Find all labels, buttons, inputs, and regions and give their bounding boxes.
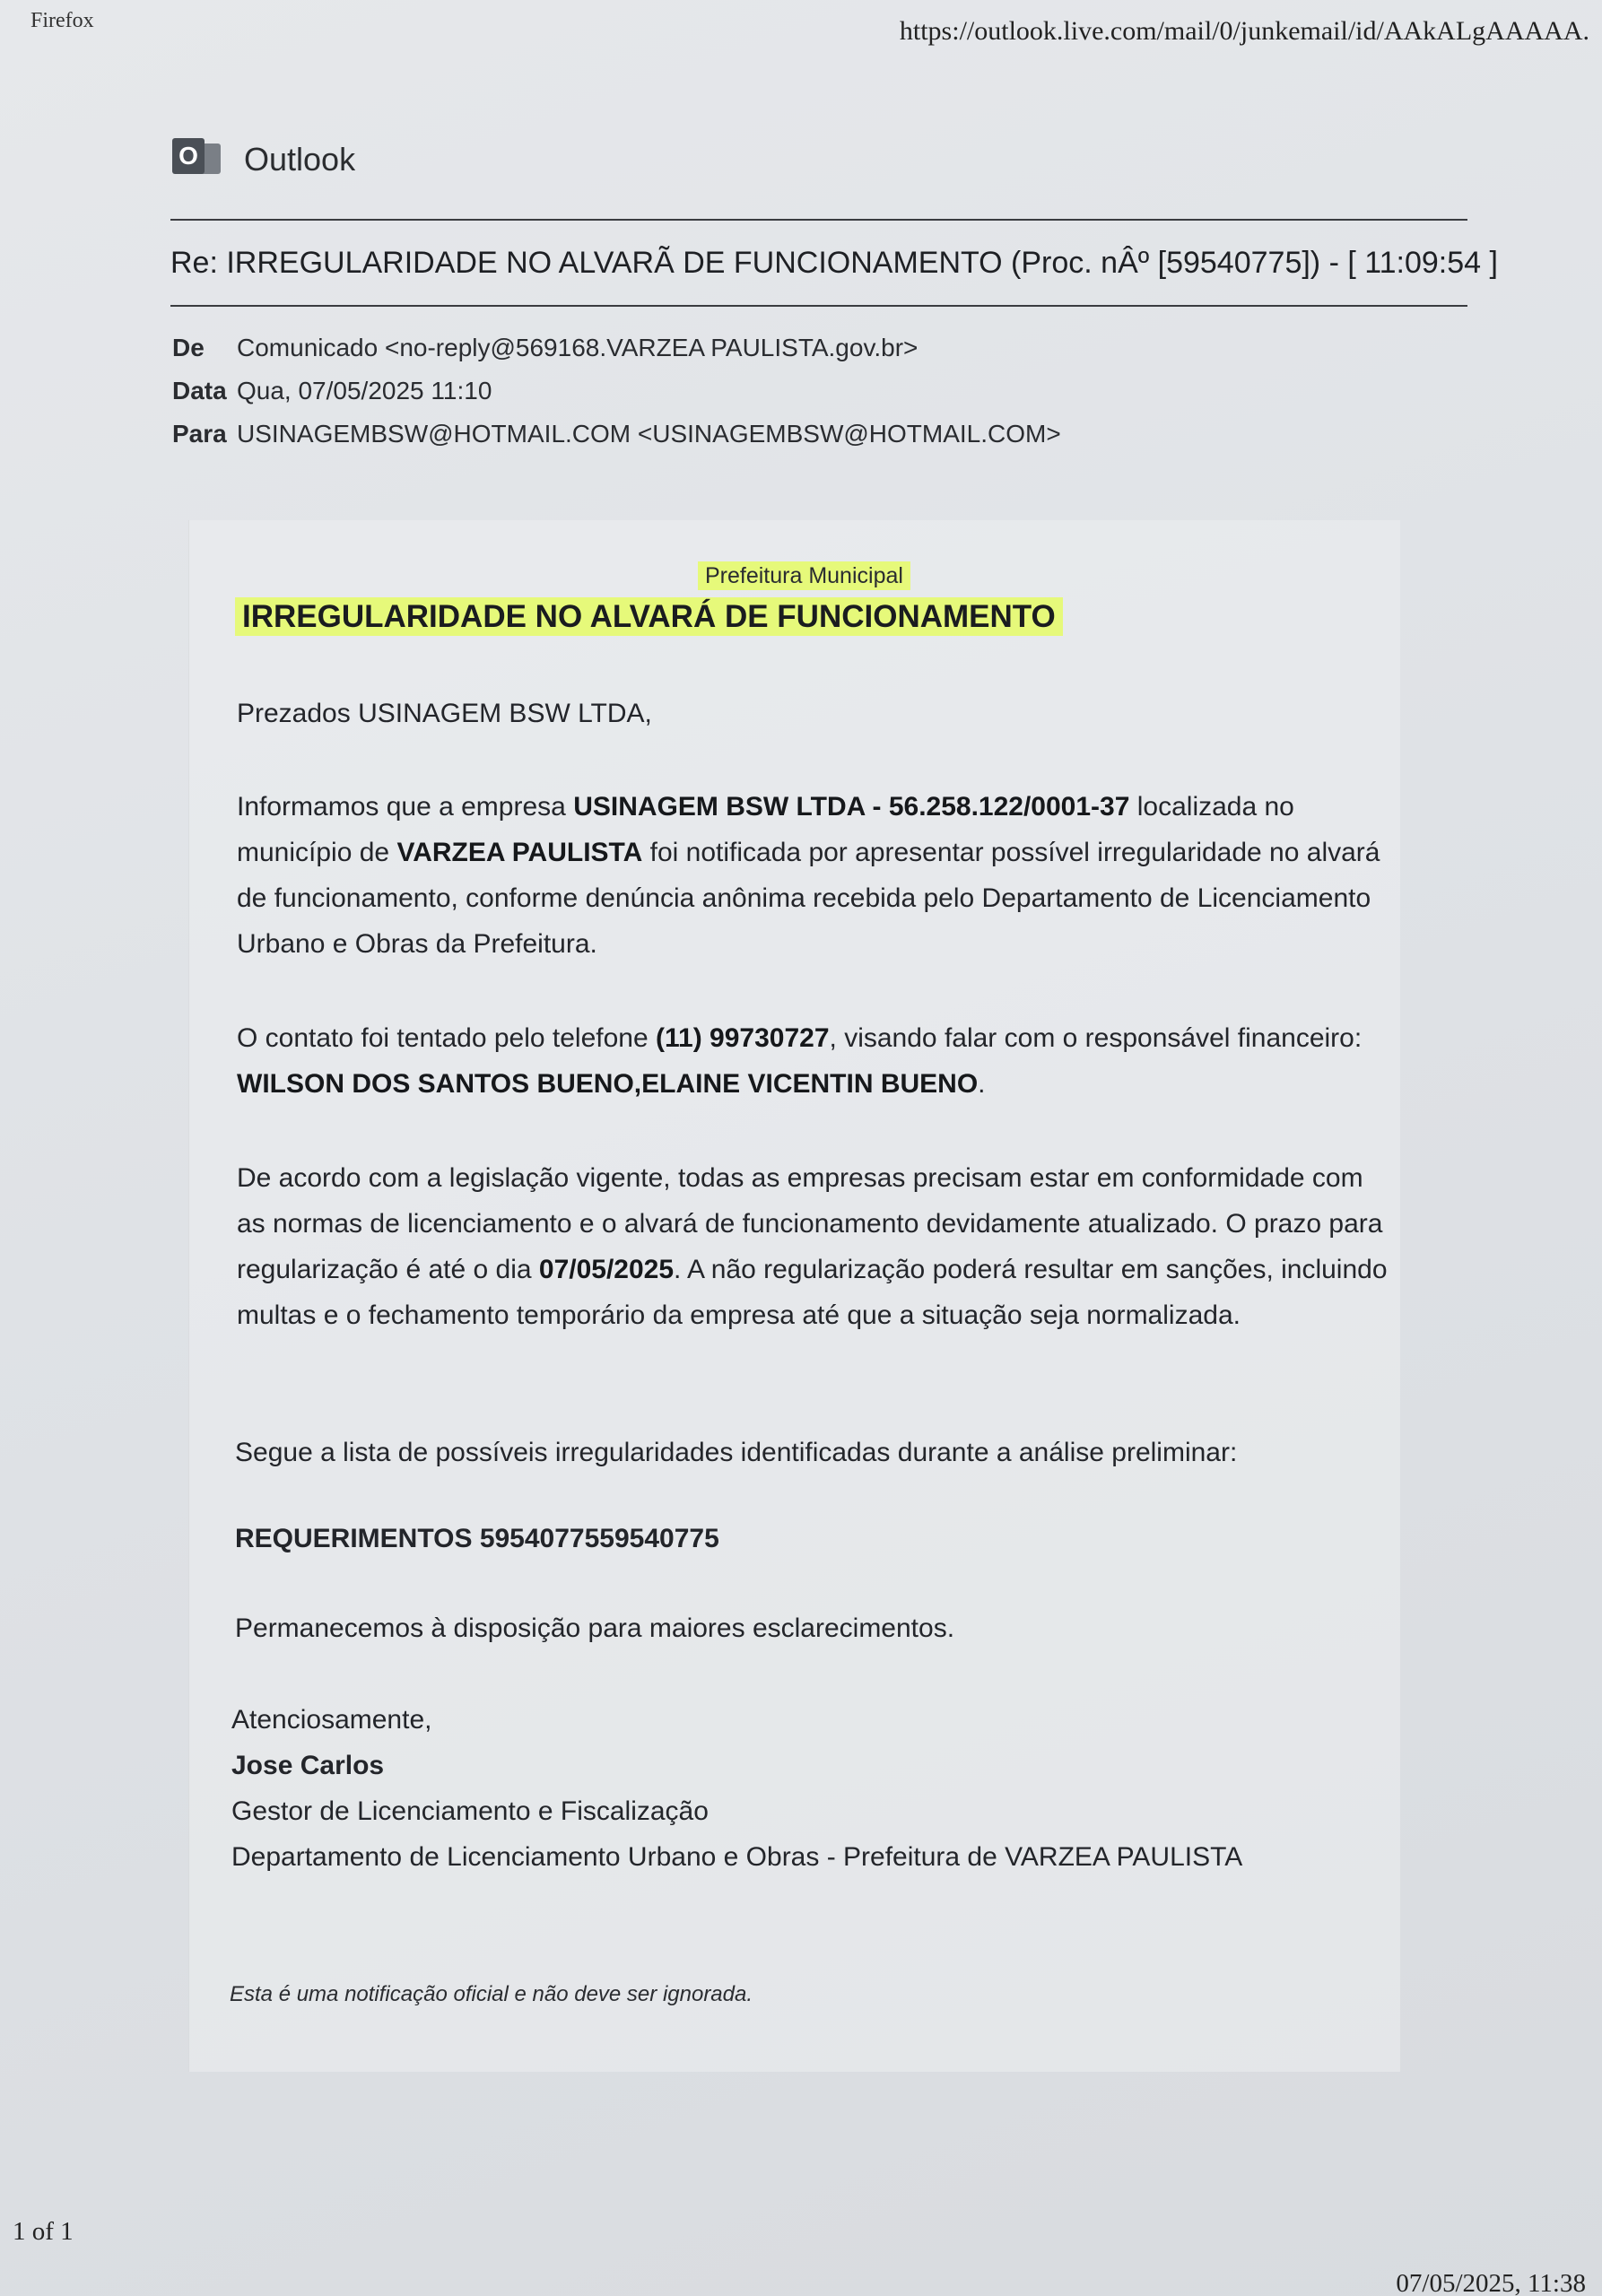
from-label: De	[172, 334, 205, 361]
to-value: USINAGEMBSW@HOTMAIL.COM <USINAGEMBSW@HOTMAIL.COM>	[237, 420, 1061, 448]
print-header-browser: Firefox	[30, 9, 94, 32]
signer-role: Gestor de Licenciamento e Fiscalização	[231, 1796, 709, 1826]
signer-department: Departamento de Licenciamento Urbano e Obras - Prefeitura de VARZEA PAULISTA	[231, 1842, 1243, 1872]
print-timestamp: 07/05/2025, 11:38	[1396, 2269, 1586, 2296]
to-label: Para	[172, 420, 227, 448]
email-to-row	[172, 420, 1061, 448]
org-name: Prefeitura Municipal	[698, 563, 910, 589]
app-brand	[172, 138, 355, 181]
responsible-names: WILSON DOS SANTOS BUENO,ELAINE VICENTIN BUENO	[237, 1069, 979, 1099]
signer-name: Jose Carlos	[231, 1751, 385, 1780]
requirement-id: REQUERIMENTOS 5954077559540775	[235, 1524, 719, 1553]
header-divider-bottom	[170, 305, 1467, 307]
header-divider-top	[170, 219, 1467, 221]
deadline-date: 07/05/2025	[538, 1255, 675, 1284]
city-name: VARZEA PAULISTA	[396, 838, 643, 867]
closing: Atenciosamente,	[231, 1705, 432, 1735]
official-notice-footnote: Esta é uma notificação oficial e não deve ser ignorada.	[230, 1982, 753, 2006]
outlook-logo-icon: O	[172, 138, 222, 181]
print-page-number: 1 of 1	[13, 2217, 74, 2246]
app-name: Outlook	[244, 141, 356, 178]
paragraph-list-intro: Segue a lista de possíveis irregularidades identificadas durante a análise preliminar:	[235, 1438, 1238, 1467]
email-date-row	[172, 377, 492, 405]
paragraph-legislation: De acordo com a legislação vigente, todas as empresas precisam estar em conformidade com as normas de licenciamento e o alvará de funcionamento devidamente atualizado. O prazo para regularização é até o dia 07/05/2025. A não regularização poderá resultar em sanções, incluindo multas e o fechamento temporário da empresa até que a situação seja normalizada.	[237, 1163, 1388, 1330]
paragraph-notification: Informamos que a empresa USINAGEM BSW LTDA - 56.258.122/0001-37 localizada no município de VARZEA PAULISTA foi notificada por apresentar possível irregularidade no alvará de funcionamento, conforme denúncia anônima recebida pelo Departamento de Licenciamento Urbano e Obras da Prefeitura.	[237, 792, 1380, 959]
company-name: USINAGEM BSW LTDA - 56.258.122/0001-37	[573, 792, 1130, 822]
phone-number: (11) 99730727	[656, 1023, 830, 1053]
date-value: Qua, 07/05/2025 11:10	[237, 377, 492, 404]
paragraph-contact: O contato foi tentado pelo telefone (11) 99730727, visando falar com o responsável financeiro: WILSON DOS SANTOS BUENO,ELAINE VICENTIN BUENO.	[237, 1023, 1363, 1099]
date-label: Data	[172, 377, 227, 404]
greeting: Prezados USINAGEM BSW LTDA,	[237, 699, 652, 728]
print-header-url: https://outlook.live.com/mail/0/junkemail/id/AAkALgAAAAA.	[899, 16, 1589, 46]
signature-block	[231, 1697, 1397, 1880]
from-value: Comunicado <no-reply@569168.VARZEA PAULISTA.gov.br>	[237, 334, 919, 361]
email-from-row	[172, 334, 918, 362]
paragraph-availability: Permanecemos à disposição para maiores esclarecimentos.	[235, 1613, 955, 1643]
notice-title: IRREGULARIDADE NO ALVARÁ DE FUNCIONAMENTO	[235, 599, 1063, 635]
email-subject: Re: IRREGULARIDADE NO ALVARÃ DE FUNCIONAMENTO (Proc. nÂº [59540775]) - [ 11:09:54 ]	[170, 246, 1498, 280]
